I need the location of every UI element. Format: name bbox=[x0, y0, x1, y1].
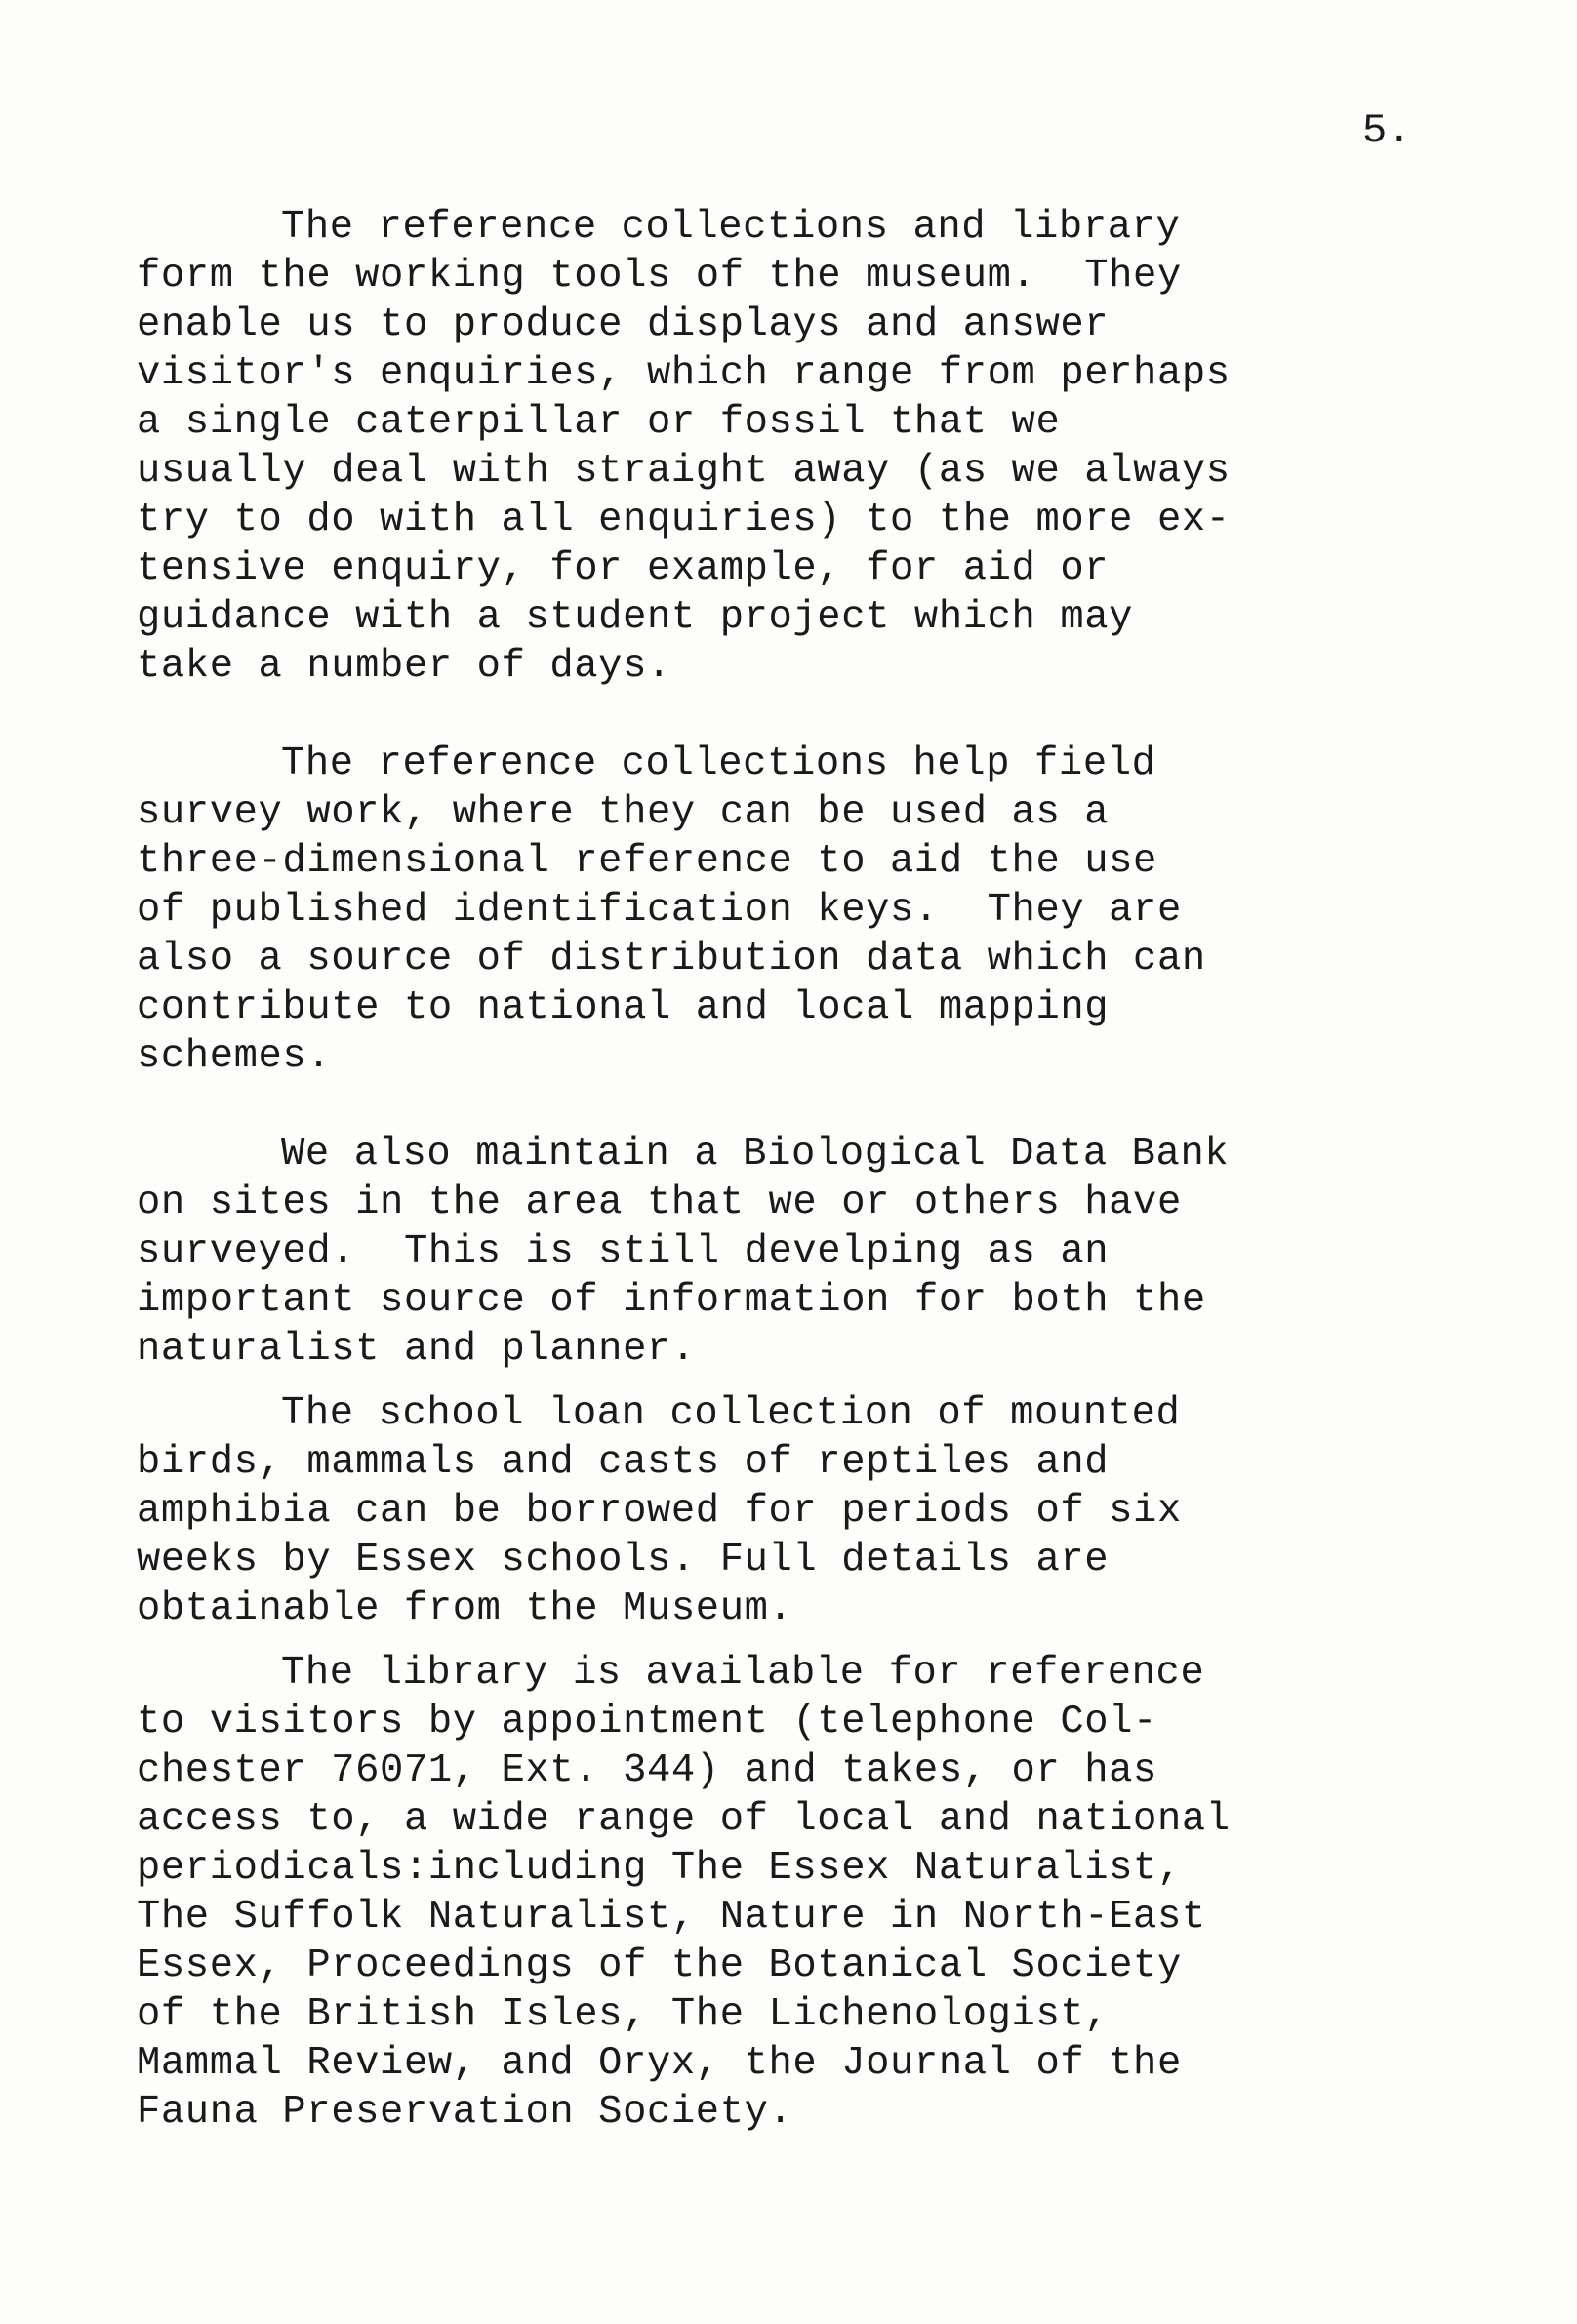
paragraph-reference-collections-tools bbox=[137, 203, 1474, 691]
text-line: also a source of distribution data which can bbox=[137, 937, 1206, 982]
text-line: naturalist and planner. bbox=[137, 1327, 696, 1372]
text-line: The library is available for reference bbox=[281, 1651, 1205, 1696]
paragraph-library bbox=[137, 1649, 1474, 2137]
text-line: tensive enquiry, for example, for aid or bbox=[137, 546, 1110, 591]
text-line: of published identification keys. They are bbox=[137, 888, 1182, 933]
text-line: to visitors by appointment (telephone Col- bbox=[137, 1700, 1157, 1744]
text-line: three-dimensional reference to aid the use bbox=[137, 839, 1157, 884]
text-line: a single caterpillar or fossil that we bbox=[137, 400, 1061, 445]
text-line: take a number of days. bbox=[137, 644, 671, 689]
text-line: contribute to national and local mapping bbox=[137, 985, 1110, 1030]
paragraph-field-survey bbox=[137, 740, 1474, 1081]
text-line: Fauna Preservation Society. bbox=[137, 2090, 793, 2135]
text-line: birds, mammals and casts of reptiles and bbox=[137, 1440, 1110, 1485]
text-line: obtainable from the Museum. bbox=[137, 1586, 793, 1631]
text-line: visitor's enquiries, which range from perhaps bbox=[137, 351, 1231, 396]
text-line: on sites in the area that we or others have bbox=[137, 1181, 1182, 1225]
text-line: The reference collections help field bbox=[281, 741, 1156, 786]
text-line: We also maintain a Biological Data Bank bbox=[281, 1132, 1230, 1177]
text-line: guidance with a student project which may bbox=[137, 595, 1134, 640]
text-line: important source of information for both the bbox=[137, 1278, 1206, 1323]
text-line: The Suffolk Naturalist, Nature in North-East bbox=[137, 1895, 1206, 1940]
text-line: amphibia can be borrowed for periods of six bbox=[137, 1489, 1182, 1534]
text-line: access to, a wide range of local and national bbox=[137, 1797, 1231, 1842]
text-line: Mammal Review, and Oryx, the Journal of the bbox=[137, 2041, 1182, 2086]
text-line: enable us to produce displays and answer bbox=[137, 302, 1110, 347]
text-line: form the working tools of the museum. They bbox=[137, 254, 1182, 299]
text-line: weeks by Essex schools. Full details are bbox=[137, 1538, 1110, 1583]
text-line: The school loan collection of mounted bbox=[281, 1391, 1181, 1436]
page-number: 5. bbox=[1362, 107, 1412, 154]
text-line: chester 76071, Ext. 344) and takes, or has bbox=[137, 1748, 1157, 1793]
text-line: of the British Isles, The Lichenologist, bbox=[137, 1992, 1110, 2037]
paragraph-biological-data-bank bbox=[137, 1130, 1474, 1374]
text-line: survey work, where they can be used as a bbox=[137, 790, 1110, 835]
text-line: schemes. bbox=[137, 1034, 332, 1079]
paragraph-school-loan bbox=[137, 1389, 1474, 1633]
text-line: Essex, Proceedings of the Botanical Society bbox=[137, 1943, 1182, 1988]
body-text bbox=[137, 203, 1474, 2137]
text-line: usually deal with straight away (as we always bbox=[137, 449, 1231, 494]
text-line: periodicals:including The Essex Naturalist, bbox=[137, 1846, 1182, 1891]
text-line: try to do with all enquiries) to the more ex- bbox=[137, 498, 1231, 542]
text-line: The reference collections and library bbox=[281, 205, 1181, 250]
text-line: surveyed. This is still develping as an bbox=[137, 1229, 1110, 1274]
